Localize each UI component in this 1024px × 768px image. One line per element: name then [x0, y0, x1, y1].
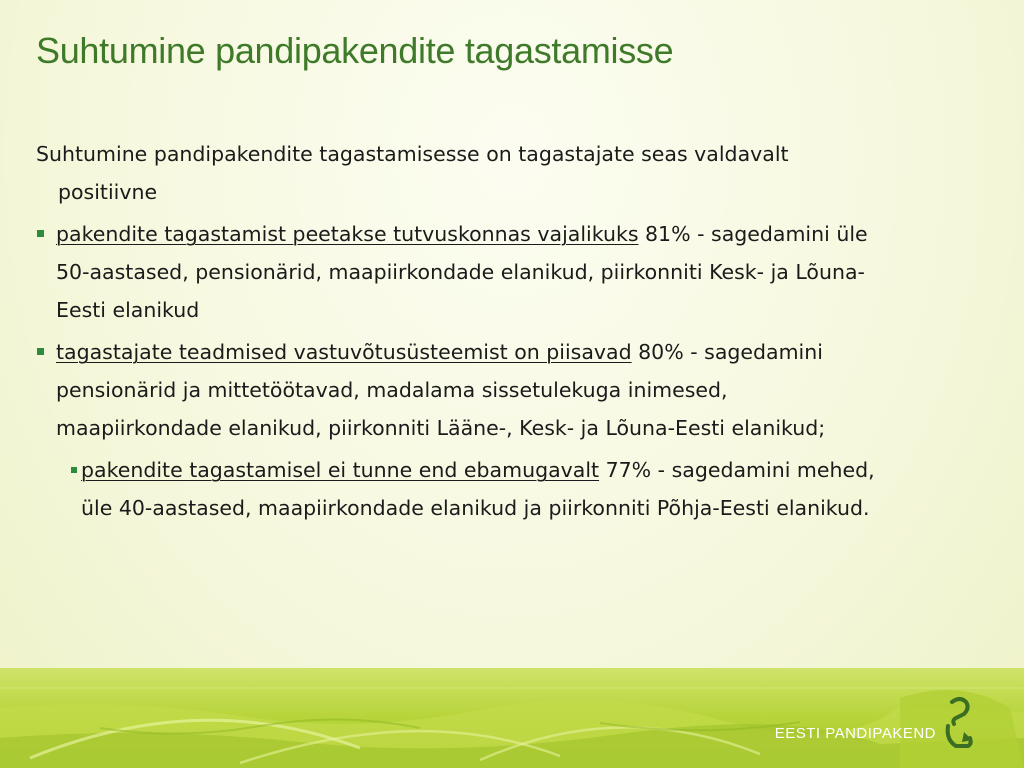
- bullet-text: 80% - sagedamini pensionärid ja mittetöötavad, madalama sissetulekuga inimesed, maapiirkondade elanikud, piirkonniti Lääne-, Kesk- ja Lõuna-Eesti elanikud;: [56, 340, 826, 440]
- square-bullet-icon: [71, 467, 77, 473]
- square-bullet-icon: [37, 348, 44, 355]
- sub-bullet-text: 77% - sagedamini mehed, üle 40-aastased, maapiirkondade elanikud ja piirkonniti Põhja-Eesti elanikud.: [81, 458, 875, 520]
- sub-bullet-item: [36, 451, 876, 527]
- bullet-item: [36, 333, 876, 447]
- square-bullet-icon: [37, 230, 44, 237]
- slide-body: [36, 135, 876, 527]
- bullet-item: [36, 215, 876, 329]
- footer-band: [0, 668, 1024, 768]
- bullet-link[interactable]: tagastajate teadmised vastuvõtusüsteemist on piisavad: [56, 340, 632, 364]
- bullet-text: 81% - sagedamini üle 50-aastased, pensionärid, maapiirkondade elanikud, piirkonniti Kesk- ja Lõuna-Eesti elanikud: [56, 222, 868, 322]
- footer-grass-graphic: [0, 668, 1024, 768]
- intro-paragraph: Suhtumine pandipakendite tagastamisesse on tagastajate seas valdavalt positiivne: [36, 142, 789, 204]
- logo-text: EESTI PANDIPAKEND: [774, 725, 936, 742]
- sub-bullet-link[interactable]: pakendite tagastamisel ei tunne end ebamugavalt: [81, 458, 600, 482]
- slide-title: Suhtumine pandipakendite tagastamisse: [36, 30, 674, 71]
- bullet-link[interactable]: pakendite tagastamist peetakse tutvuskonnas vajalikuks: [56, 222, 639, 246]
- pandipakend-logo-icon: [942, 696, 976, 756]
